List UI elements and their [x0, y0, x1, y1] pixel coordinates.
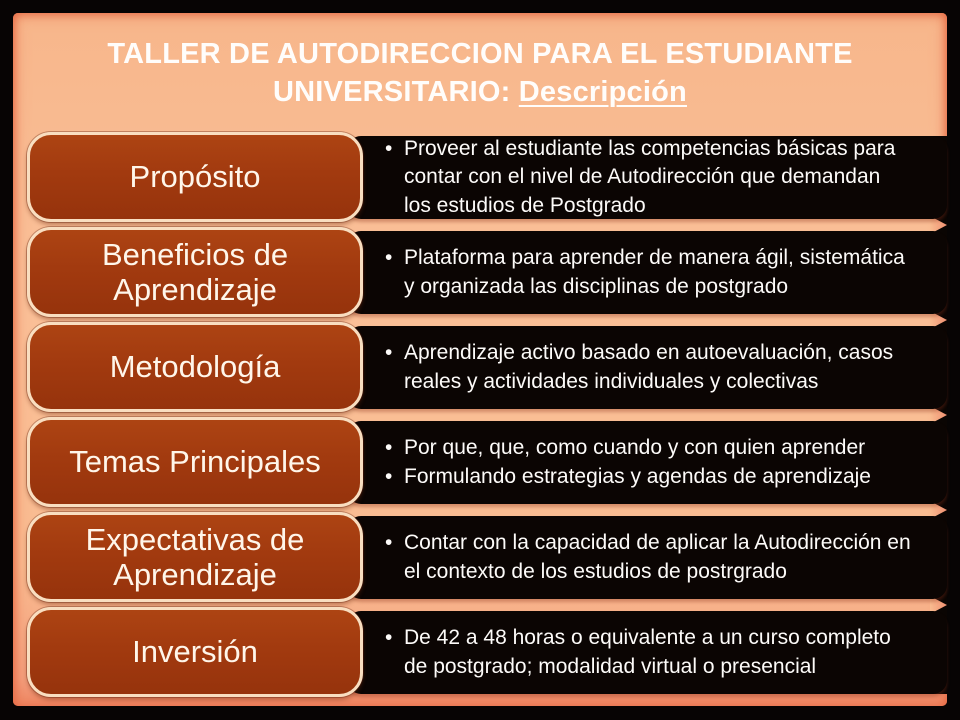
- bullet-item: • Aprendizaje activo basado en autoevaluación, casos reales y actividades individuales y colectivas: [383, 339, 911, 396]
- bullet-list: [383, 339, 911, 396]
- slide-title-line2: [13, 73, 947, 111]
- slide-background: [13, 13, 947, 706]
- row-label: Inversión: [132, 634, 258, 670]
- bullet-list: [383, 244, 911, 301]
- rows-list: [27, 132, 947, 697]
- row-label: Beneficios de Aprendizaje: [101, 236, 289, 307]
- row-content-bar: [347, 516, 947, 599]
- bullet-item: • Contar con la capacidad de aplicar la Autodirección en el contexto de los estudios de postrgrado: [383, 529, 911, 586]
- bullet-item: • De 42 a 48 horas o equivalente a un curso completo de postgrado; modalidad virtual o presencial: [383, 624, 911, 681]
- row-proposito: [27, 132, 947, 222]
- slide-title: [13, 35, 947, 111]
- bullet-list: [383, 529, 911, 586]
- row-temas: [27, 417, 947, 507]
- row-label-tab: [27, 227, 363, 317]
- row-content-bar: [347, 611, 947, 694]
- bullet-list: [383, 434, 911, 491]
- row-label: Expectativas de Aprendizaje: [85, 521, 305, 592]
- bullet-list: [383, 135, 911, 221]
- row-content-bar: [347, 231, 947, 314]
- row-label-tab: [27, 132, 363, 222]
- bullet-item: • Formulando estrategias y agendas de aprendizaje: [383, 463, 911, 492]
- row-content-bar: [347, 421, 947, 504]
- row-inversion: [27, 607, 947, 697]
- row-label-tab: [27, 322, 363, 412]
- row-label-tab: [27, 417, 363, 507]
- slide-title-line1: TALLER DE AUTODIRECCION PARA EL ESTUDIANTE: [107, 38, 853, 70]
- row-label-tab: [27, 512, 363, 602]
- row-metodologia: [27, 322, 947, 412]
- row-label-tab: [27, 607, 363, 697]
- row-expectativas: [27, 512, 947, 602]
- bullet-item: • Por que, que, como cuando y con quien aprender: [383, 434, 911, 463]
- slide-title-line2-underlined: Descripción: [518, 76, 687, 108]
- bullet-list: [383, 624, 911, 681]
- row-label: Temas Principales: [69, 444, 321, 480]
- row-content-bar: [347, 136, 947, 219]
- row-label: Propósito: [129, 159, 261, 195]
- row-beneficios: [27, 227, 947, 317]
- bullet-item: • Plataforma para aprender de manera ágil, sistemática y organizada las disciplinas de postgrado: [383, 244, 911, 301]
- bullet-item: • Proveer al estudiante las competencias básicas para contar con el nivel de Autodirección que demandan los estudios de Postgrado: [383, 135, 911, 221]
- row-content-bar: [347, 326, 947, 409]
- row-label: Metodología: [109, 349, 281, 385]
- slide-title-line2-prefix: UNIVERSITARIO:: [273, 76, 519, 108]
